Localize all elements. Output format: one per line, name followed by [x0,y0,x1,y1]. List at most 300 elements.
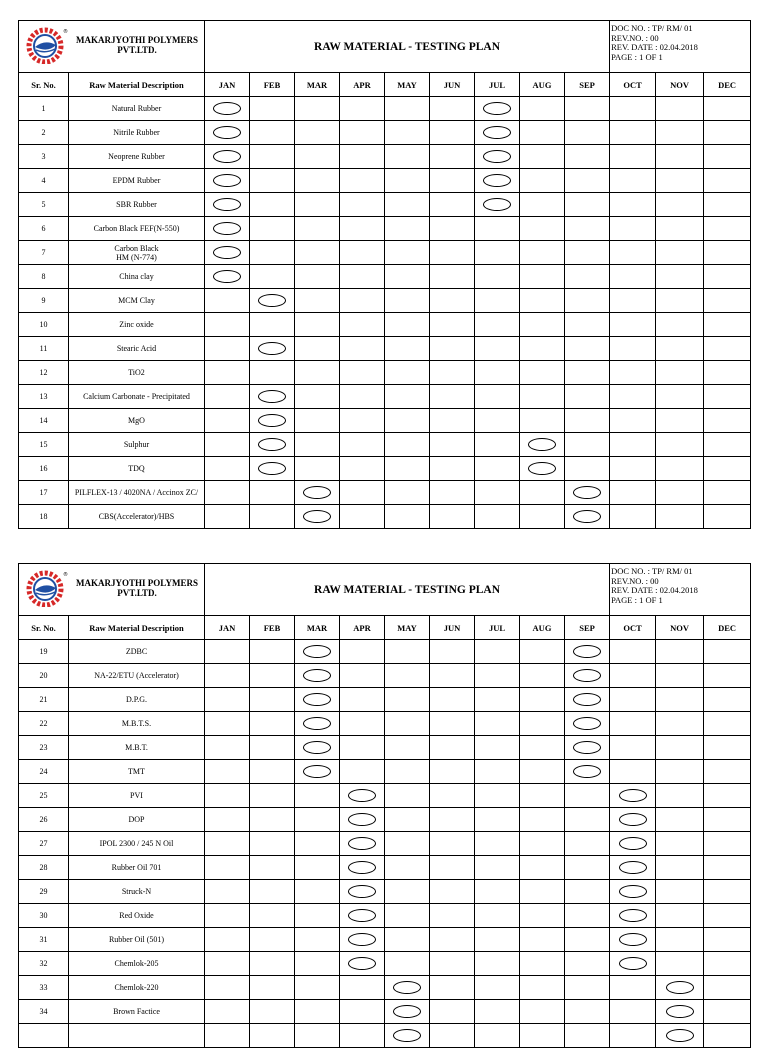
month-cell [656,1000,704,1024]
month-cell [295,481,340,505]
month-cell [520,361,565,385]
month-cell [475,856,520,880]
month-cell [475,361,520,385]
material-row [19,832,751,856]
month-cell [250,952,295,976]
month-cell [430,169,475,193]
month-cell [295,217,340,241]
material-row [19,928,751,952]
month-cell [475,688,520,712]
month-cell [656,760,704,784]
month-cell [385,688,430,712]
month-cell [475,712,520,736]
material-description-cell: CBS(Accelerator)/HBS [69,505,205,529]
test-scheduled-mark [666,981,694,994]
month-cell [430,457,475,481]
month-cell [205,952,250,976]
sr-no-cell [19,1024,69,1048]
month-cell [704,904,751,928]
month-cell [610,712,656,736]
month-cell [704,928,751,952]
test-scheduled-mark [528,438,556,451]
month-cell [704,217,751,241]
sr-no-cell: 18 [19,505,69,529]
month-cell [295,904,340,928]
month-cell [656,169,704,193]
month-cell [385,121,430,145]
month-cell [565,1000,610,1024]
test-scheduled-mark [348,813,376,826]
month-cell [520,505,565,529]
month-cell [430,808,475,832]
month-cell [475,904,520,928]
svg-text:®: ® [63,29,68,35]
month-cell [610,784,656,808]
month-cell [430,664,475,688]
test-scheduled-mark [573,645,601,658]
material-description-cell: SBR Rubber [69,193,205,217]
month-cell [295,760,340,784]
month-cell [340,880,385,904]
month-cell [295,784,340,808]
test-scheduled-mark [303,510,331,523]
month-cell [610,976,656,1000]
month-cell [610,241,656,265]
month-cell [520,97,565,121]
month-cell [565,688,610,712]
test-scheduled-mark [393,1029,421,1042]
month-cell [250,169,295,193]
material-row [19,1000,751,1024]
month-cell [565,856,610,880]
month-cell [565,904,610,928]
month-cell [385,457,430,481]
month-cell [340,1000,385,1024]
material-row [19,433,751,457]
sr-no-cell: 7 [19,241,69,265]
material-description-cell: Chemlok-220 [69,976,205,1000]
material-row [19,856,751,880]
test-scheduled-mark [483,126,511,139]
test-scheduled-mark [483,174,511,187]
month-cell [520,904,565,928]
month-cell [475,121,520,145]
month-header: AUG [520,73,565,97]
month-cell [430,337,475,361]
month-cell [385,952,430,976]
month-cell [704,976,751,1000]
month-cell [565,457,610,481]
month-cell [295,736,340,760]
month-cell [565,952,610,976]
month-cell [340,505,385,529]
month-cell [295,265,340,289]
month-cell [385,361,430,385]
material-row [19,97,751,121]
month-cell [565,481,610,505]
month-cell [520,241,565,265]
month-cell [475,832,520,856]
month-cell [340,664,385,688]
month-cell [704,856,751,880]
month-cell [565,409,610,433]
material-row [19,712,751,736]
month-cell [520,265,565,289]
test-scheduled-mark [573,717,601,730]
material-row [19,145,751,169]
sr-no-header: Sr. No. [19,616,69,640]
month-cell [430,145,475,169]
month-cell [205,169,250,193]
material-row [19,337,751,361]
month-header: APR [340,73,385,97]
month-cell [610,385,656,409]
month-cell [340,688,385,712]
month-cell [610,409,656,433]
document-info [610,564,751,616]
month-cell [205,337,250,361]
month-cell [520,760,565,784]
revision-number: REV.NO. : 00 [611,32,659,43]
month-header: JUL [475,616,520,640]
month-cell [656,217,704,241]
month-header: APR [340,616,385,640]
month-cell [250,361,295,385]
month-cell [205,241,250,265]
month-cell [205,313,250,337]
test-scheduled-mark [213,174,241,187]
month-cell [340,712,385,736]
month-cell [656,640,704,664]
month-cell [610,808,656,832]
month-cell [520,145,565,169]
month-cell [430,385,475,409]
sr-no-cell: 32 [19,952,69,976]
test-scheduled-mark [213,126,241,139]
sr-no-cell: 1 [19,97,69,121]
company-name: MAKARJYOTHI POLYMERS PVT.LTD. [76,578,198,598]
material-row [19,313,751,337]
sr-no-cell: 11 [19,337,69,361]
material-description-cell [69,1024,205,1048]
month-cell [205,1024,250,1048]
month-cell [610,145,656,169]
month-cell [520,976,565,1000]
sr-no-cell: 23 [19,736,69,760]
month-cell [520,433,565,457]
month-cell [475,1024,520,1048]
month-cell [205,457,250,481]
sr-no-cell: 2 [19,121,69,145]
material-row [19,217,751,241]
month-cell [340,784,385,808]
month-cell [656,121,704,145]
month-cell [520,385,565,409]
month-cell [430,193,475,217]
test-scheduled-mark [213,246,241,259]
month-cell [385,193,430,217]
month-cell [340,313,385,337]
material-row [19,904,751,928]
month-cell [205,481,250,505]
month-cell [704,169,751,193]
material-description-cell: MgO [69,409,205,433]
month-cell [340,265,385,289]
month-header: JUL [475,73,520,97]
material-row [19,880,751,904]
material-row [19,385,751,409]
month-cell [565,736,610,760]
month-cell [250,385,295,409]
month-cell [565,193,610,217]
month-cell [340,928,385,952]
material-description-cell: Rubber Oil (501) [69,928,205,952]
test-scheduled-mark [393,981,421,994]
month-cell [565,976,610,1000]
month-cell [475,289,520,313]
sr-no-cell: 8 [19,265,69,289]
material-row [19,481,751,505]
month-cell [205,361,250,385]
material-description-cell: M.B.T. [69,736,205,760]
test-scheduled-mark [348,861,376,874]
month-cell [475,481,520,505]
month-cell [704,640,751,664]
test-scheduled-mark [573,510,601,523]
material-description-cell: TDQ [69,457,205,481]
test-scheduled-mark [619,957,647,970]
test-scheduled-mark [303,765,331,778]
month-cell [704,409,751,433]
month-cell [205,505,250,529]
month-cell [295,952,340,976]
month-header: FEB [250,616,295,640]
month-cell [656,664,704,688]
month-cell [295,409,340,433]
month-cell [385,976,430,1000]
test-scheduled-mark [303,669,331,682]
month-cell [520,193,565,217]
month-cell [295,856,340,880]
month-cell [475,145,520,169]
month-cell [704,760,751,784]
month-cell [656,784,704,808]
test-scheduled-mark [619,789,647,802]
month-cell [430,760,475,784]
month-cell [565,337,610,361]
material-description-cell: Zinc oxide [69,313,205,337]
month-cell [340,409,385,433]
test-scheduled-mark [348,957,376,970]
test-scheduled-mark [213,222,241,235]
month-cell [610,169,656,193]
month-cell [250,313,295,337]
material-row [19,1024,751,1048]
material-description-cell: EPDM Rubber [69,169,205,193]
month-cell [430,832,475,856]
month-cell [205,880,250,904]
month-cell [340,1024,385,1048]
month-cell [295,880,340,904]
month-cell [295,640,340,664]
month-cell [565,433,610,457]
month-header: MAR [295,616,340,640]
month-cell [430,1024,475,1048]
month-cell [610,1000,656,1024]
month-cell [565,640,610,664]
month-cell [656,952,704,976]
material-row [19,505,751,529]
test-scheduled-mark [258,414,286,427]
month-cell [385,856,430,880]
material-description-cell: MCM Clay [69,289,205,313]
month-cell [704,265,751,289]
month-cell [656,265,704,289]
company-name: MAKARJYOTHI POLYMERS PVT.LTD. [76,35,198,55]
month-cell [475,97,520,121]
month-cell [565,1024,610,1048]
month-cell [656,928,704,952]
month-cell [295,1024,340,1048]
plan-body [19,21,751,529]
month-cell [340,736,385,760]
month-cell [250,289,295,313]
month-cell [704,193,751,217]
month-cell [385,385,430,409]
month-cell [250,241,295,265]
month-cell [520,688,565,712]
test-scheduled-mark [393,1005,421,1018]
month-cell [610,193,656,217]
month-cell [565,361,610,385]
test-scheduled-mark [303,486,331,499]
material-description-cell: Calcium Carbonate - Precipitated [69,385,205,409]
month-header: OCT [610,73,656,97]
logo-cell [19,21,205,73]
month-cell [610,121,656,145]
month-cell [565,217,610,241]
month-cell [656,145,704,169]
month-cell [430,313,475,337]
month-cell [475,457,520,481]
month-cell [205,712,250,736]
month-cell [656,904,704,928]
month-cell [295,1000,340,1024]
material-row [19,457,751,481]
month-cell [430,361,475,385]
month-cell [340,361,385,385]
month-cell [205,736,250,760]
month-cell [520,880,565,904]
month-cell [704,241,751,265]
month-cell [520,664,565,688]
month-cell [475,505,520,529]
month-cell [610,928,656,952]
test-scheduled-mark [303,693,331,706]
material-description-cell: M.B.T.S. [69,712,205,736]
month-cell [610,904,656,928]
test-scheduled-mark [619,861,647,874]
month-cell [295,97,340,121]
month-cell [656,289,704,313]
month-cell [475,640,520,664]
test-scheduled-mark [348,837,376,850]
month-cell [475,808,520,832]
month-cell [704,361,751,385]
month-cell [385,505,430,529]
month-cell [565,385,610,409]
month-cell [295,976,340,1000]
month-cell [250,217,295,241]
month-cell [385,832,430,856]
month-cell [340,385,385,409]
month-cell [475,241,520,265]
month-cell [610,688,656,712]
material-description-cell: Brown Factice [69,1000,205,1024]
material-row [19,952,751,976]
month-cell [430,433,475,457]
month-cell [250,409,295,433]
month-cell [656,856,704,880]
month-cell [295,145,340,169]
month-cell [430,736,475,760]
month-cell [340,976,385,1000]
month-cell [475,217,520,241]
month-cell [520,289,565,313]
material-description-cell: China clay [69,265,205,289]
plan-body [19,564,751,1048]
month-cell [385,736,430,760]
test-scheduled-mark [213,102,241,115]
page-number: PAGE : 1 OF 1 [611,594,663,605]
month-cell [340,337,385,361]
month-cell [475,433,520,457]
month-header: JUN [430,616,475,640]
month-header: SEP [565,73,610,97]
sr-no-cell: 20 [19,664,69,688]
revision-date: REV. DATE : 02.04.2018 [611,42,698,53]
month-cell [385,808,430,832]
month-cell [475,193,520,217]
month-cell [430,409,475,433]
month-cell [656,241,704,265]
sr-no-cell: 21 [19,688,69,712]
month-cell [250,481,295,505]
month-cell [295,808,340,832]
material-row [19,241,751,265]
month-cell [704,952,751,976]
test-scheduled-mark [348,789,376,802]
material-description-cell: Red Oxide [69,904,205,928]
test-scheduled-mark [213,150,241,163]
month-cell [520,952,565,976]
sr-no-cell: 26 [19,808,69,832]
month-cell [205,409,250,433]
month-cell [340,433,385,457]
month-cell [250,457,295,481]
material-row [19,640,751,664]
month-cell [250,433,295,457]
month-cell [430,904,475,928]
month-cell [475,928,520,952]
month-cell [610,265,656,289]
month-cell [385,217,430,241]
month-cell [340,241,385,265]
month-cell [205,832,250,856]
test-scheduled-mark [348,909,376,922]
month-cell [430,712,475,736]
month-cell [565,241,610,265]
